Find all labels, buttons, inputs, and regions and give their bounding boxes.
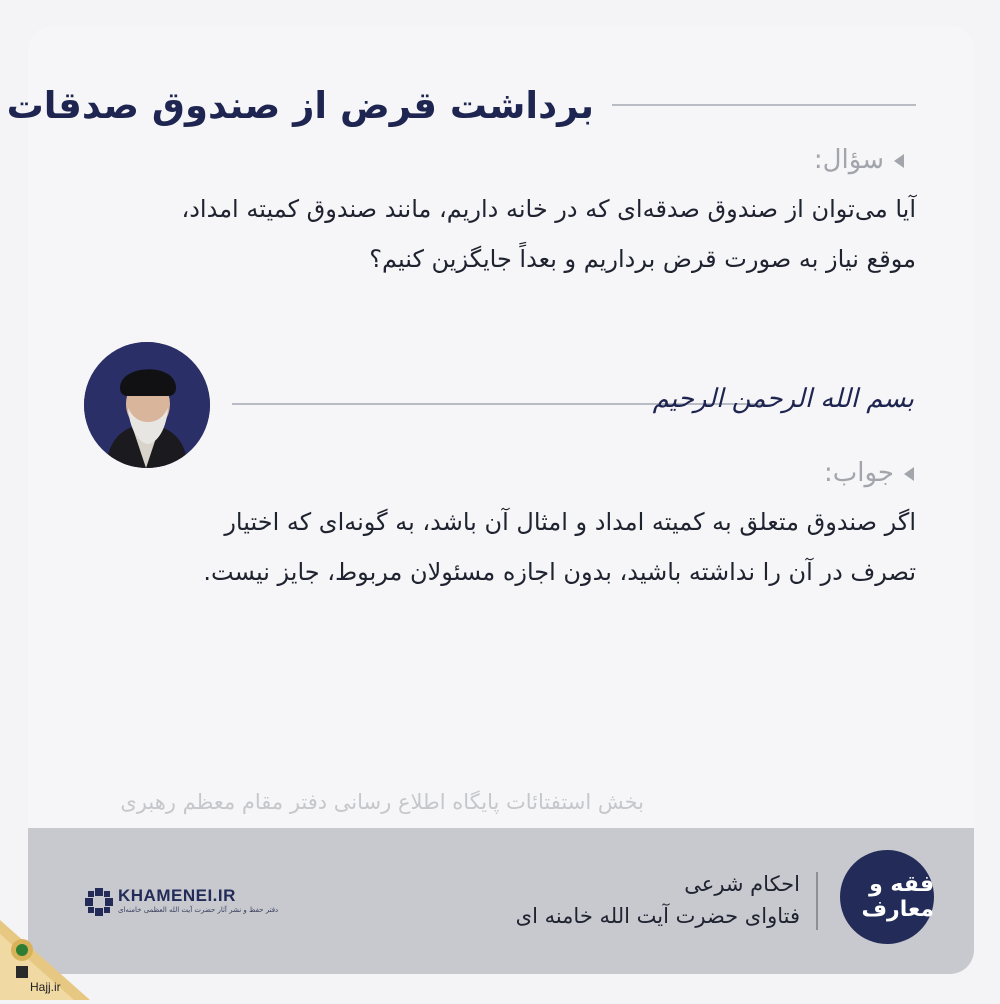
hajj-watermark-text: Hajj.ir bbox=[30, 980, 61, 994]
question-line-2: موقع نیاز به صورت قرض برداریم و بعداً جایگزین کنیم؟ bbox=[369, 245, 916, 273]
seal-text: فقه و معارف bbox=[861, 872, 934, 922]
triangle-icon bbox=[894, 154, 904, 168]
question-label-text: سؤال: bbox=[813, 145, 884, 175]
logo-mark-icon bbox=[84, 887, 114, 917]
khamenei-logo bbox=[84, 884, 279, 920]
question-text bbox=[182, 184, 917, 284]
source-note: بخش استفتائات پایگاه اطلاع رسانی دفتر مقام معظم رهبری bbox=[120, 790, 644, 814]
question-line-1: آیا می‌توان از صندوق صدقه‌ای که در خانه داریم، مانند صندوق کمیته امداد، bbox=[181, 195, 916, 223]
answer-text bbox=[203, 497, 916, 597]
footer-line-2: فتاوای حضرت آیت الله خامنه ای bbox=[515, 904, 800, 928]
bismillah-calligraphy: بسم الله الرحمن الرحیم bbox=[652, 384, 914, 414]
avatar bbox=[84, 342, 210, 468]
answer-line-2: تصرف در آن را نداشته باشید، بدون اجازه مسئولان مربوط، جایز نیست. bbox=[203, 558, 916, 586]
triangle-icon bbox=[904, 467, 914, 481]
footer-divider bbox=[816, 872, 818, 930]
feqh-maaref-seal bbox=[840, 850, 934, 944]
logo-name: KHAMENEI.IR bbox=[118, 886, 236, 905]
title-divider bbox=[612, 104, 916, 106]
logo-subtitle: دفتر حفظ و نشر آثار حضرت آیت الله العظمی خامنه‌ای bbox=[118, 906, 279, 914]
page-title: برداشت قرض از صندوق صدقات bbox=[6, 84, 594, 127]
answer-label-text: جواب: bbox=[824, 458, 894, 488]
answer-label bbox=[824, 458, 914, 488]
footer-line-1: احکام شرعی bbox=[684, 872, 800, 896]
question-label bbox=[814, 145, 904, 175]
answer-line-1: اگر صندوق متعلق به کمیته امداد و امثال آن باشد، به گونه‌ای که اختیار bbox=[224, 508, 916, 536]
